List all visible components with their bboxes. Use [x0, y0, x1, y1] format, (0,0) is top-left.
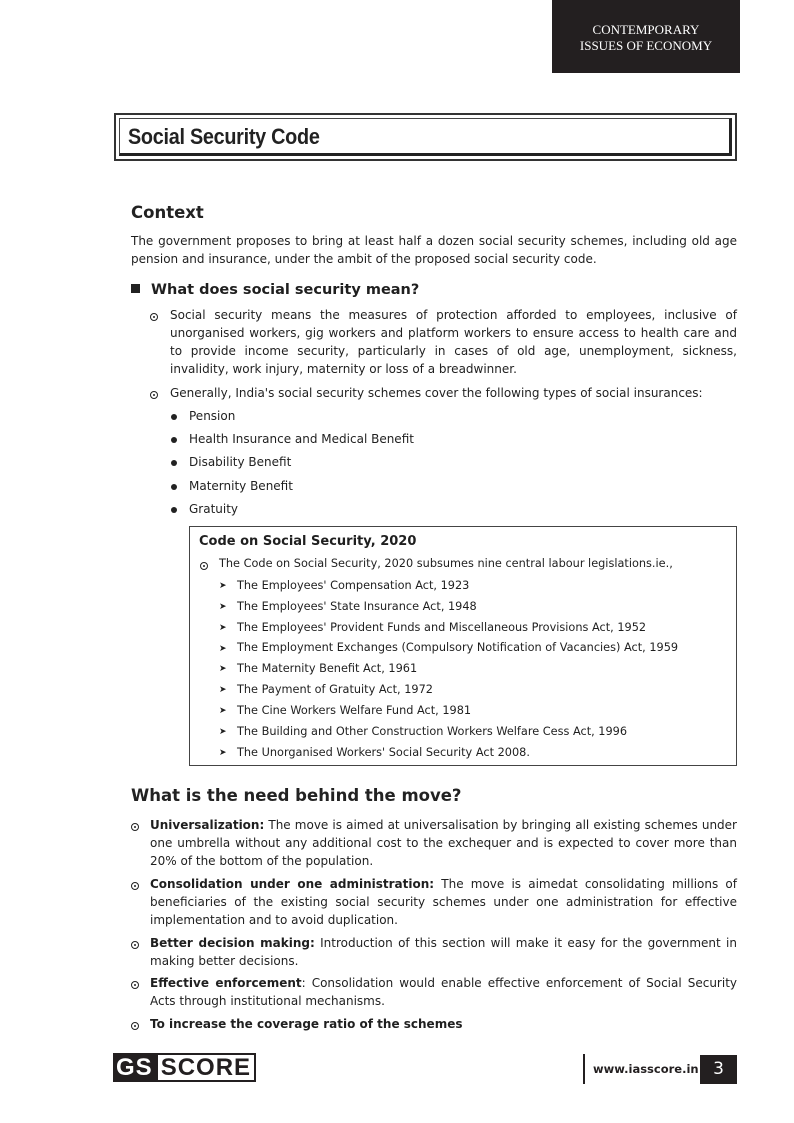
- circle-bullet-icon: [131, 882, 139, 890]
- act-item: The Payment of Gratuity Act, 1972: [237, 683, 433, 696]
- arrow-bullet-icon: ➤: [219, 748, 227, 758]
- square-bullet-icon: [131, 284, 140, 293]
- arrow-bullet-icon: ➤: [219, 685, 227, 695]
- need-item: To increase the coverage ratio of the schemes: [150, 1017, 463, 1031]
- circle-bullet-icon: [131, 1022, 139, 1030]
- act-item: The Employees' State Insurance Act, 1948: [237, 600, 477, 613]
- footer-url-link[interactable]: www.iasscore.in: [593, 1062, 699, 1076]
- dot-bullet-icon: [171, 484, 177, 490]
- title-box: [114, 113, 737, 161]
- section-header-tab: [552, 0, 740, 73]
- dot-bullet-icon: [171, 460, 177, 466]
- arrow-bullet-icon: ➤: [219, 727, 227, 737]
- dot-bullet-icon: [171, 507, 177, 513]
- section-header-line2: ISSUES OF ECONOMY: [579, 38, 713, 53]
- act-item: The Maternity Benefit Act, 1961: [237, 662, 418, 675]
- arrow-bullet-icon: ➤: [219, 706, 227, 716]
- arrow-bullet-icon: ➤: [219, 602, 227, 612]
- meaning-bullet: Generally, India's social security schemes cover the following types of social insurances:: [170, 386, 703, 400]
- insurance-item: Gratuity: [189, 502, 239, 516]
- circle-bullet-icon: [150, 313, 158, 321]
- circle-bullet-icon: [200, 562, 208, 570]
- page-number: 3: [700, 1055, 737, 1084]
- context-text: The government proposes to bring at least half a dozen social security schemes, including old age pension and insurance, under the ambit of the proposed social security code.: [131, 234, 737, 266]
- circle-bullet-icon: [150, 391, 158, 399]
- box-intro: The Code on Social Security, 2020 subsumes nine central labour legislations.ie.,: [219, 557, 673, 570]
- gs-score-logo: GS SCORE: [113, 1053, 256, 1082]
- need-item: Universalization: The move is aimed at universalisation by bringing all existing schemes under one umbrella without any additional cost to the exchequer and is expected to cover more than 20% of the bottom of the population.: [150, 818, 737, 868]
- circle-bullet-icon: [131, 981, 139, 989]
- arrow-bullet-icon: ➤: [219, 581, 227, 591]
- act-item: The Employment Exchanges (Compulsory Notification of Vacancies) Act, 1959: [237, 641, 679, 654]
- insurance-item: Maternity Benefit: [189, 479, 293, 493]
- insurance-item: Health Insurance and Medical Benefit: [189, 432, 414, 446]
- context-heading: Context: [131, 203, 204, 222]
- act-item: The Employees' Compensation Act, 1923: [237, 579, 470, 592]
- page-title: Social Security Code: [128, 124, 320, 149]
- act-item: The Cine Workers Welfare Fund Act, 1981: [237, 704, 472, 717]
- arrow-bullet-icon: ➤: [219, 644, 227, 654]
- arrow-bullet-icon: ➤: [219, 623, 227, 633]
- insurance-item: Disability Benefit: [189, 455, 292, 469]
- need-item: Better decision making: Introduction of this section will make it easy for the government in making better decisions.: [150, 936, 737, 968]
- act-item: The Employees' Provident Funds and Miscellaneous Provisions Act, 1952: [237, 621, 647, 634]
- need-item: Consolidation under one administration: The move is aimedat consolidating millions of beneficiaries of the existing social security schemes under one administration for effective implementation and to avoid duplication.: [150, 877, 737, 927]
- dot-bullet-icon: [171, 437, 177, 443]
- circle-bullet-icon: [131, 823, 139, 831]
- insurance-item: Pension: [189, 409, 236, 423]
- act-item: The Unorganised Workers' Social Security Act 2008.: [237, 746, 530, 759]
- section-header-line1: CONTEMPORARY: [592, 22, 700, 37]
- meaning-heading: What does social security mean?: [131, 282, 419, 298]
- need-heading: What is the need behind the move?: [131, 786, 462, 805]
- footer-divider: [583, 1054, 585, 1084]
- need-item: Effective enforcement: Consolidation would enable effective enforcement of Social Security Acts through institutional mechanisms.: [150, 976, 738, 1008]
- code-on-social-security-box: [189, 526, 737, 766]
- act-item: The Building and Other Construction Workers Welfare Cess Act, 1996: [237, 725, 628, 738]
- meaning-bullet: Social security means the measures of protection afforded to employees, inclusive of unorganised workers, gig workers and platform workers to ensure access to health care and to provide income security, particularly in cases of old age, unemployment, sickness, invalidity, work injury, maternity or loss of a breadwinner.: [170, 308, 737, 376]
- dot-bullet-icon: [171, 414, 177, 420]
- circle-bullet-icon: [131, 941, 139, 949]
- arrow-bullet-icon: ➤: [219, 664, 227, 674]
- box-title: Code on Social Security, 2020: [199, 534, 417, 549]
